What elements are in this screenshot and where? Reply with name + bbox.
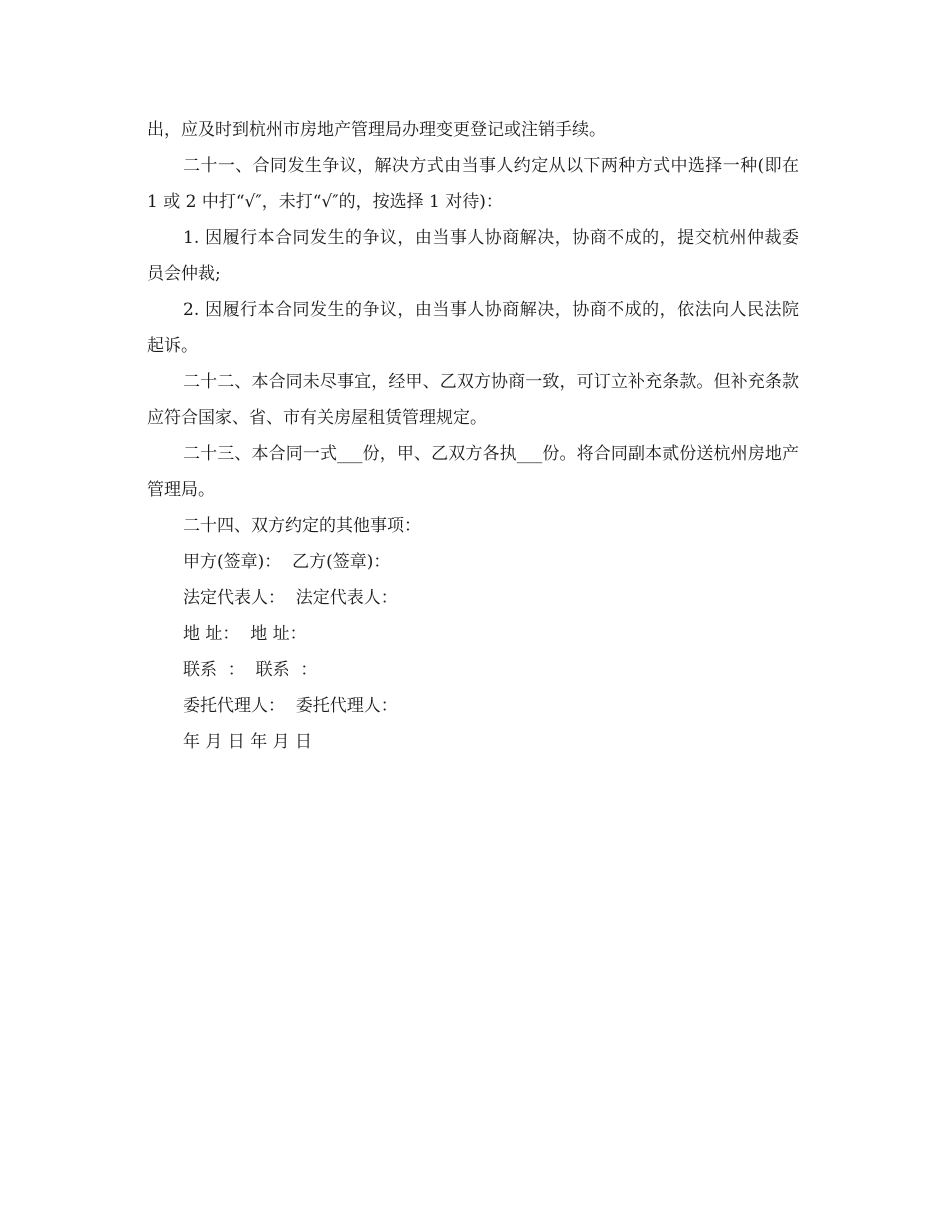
document-page bbox=[147, 112, 805, 760]
clause-23-copies: 二十三、本合同一式___份，甲、乙双方各执___份。将合同副本贰份送杭州房地产管理局。 bbox=[147, 444, 799, 500]
agent-line: 委托代理人： 委托代理人： bbox=[183, 696, 398, 716]
signature-party-line: 甲方(签章)： 乙方(签章)： bbox=[183, 552, 391, 572]
option-1-arbitration: 1. 因履行本合同发生的争议，由当事人协商解决，协商不成的，提交杭州仲裁委员会仲裁; bbox=[147, 228, 799, 284]
clause-21-dispute-resolution: 二十一、合同发生争议，解决方式由当事人约定从以下两种方式中选择一种(即在 1 或 2 中打“√″，未打“√″的，按选择 1 对待)： bbox=[147, 156, 805, 212]
address-line: 地 址： 地 址： bbox=[183, 624, 307, 644]
date-line: 年 月 日 年 月 日 bbox=[183, 732, 313, 752]
contact-line: 联系 ： 联系 ： bbox=[183, 660, 318, 680]
option-2-litigation: 2. 因履行本合同发生的争议，由当事人协商解决，协商不成的，依法向人民法院起诉。 bbox=[147, 300, 799, 356]
legal-representative-line: 法定代表人： 法定代表人： bbox=[183, 588, 398, 608]
clause-24-other-matters: 二十四、双方约定的其他事项： bbox=[183, 516, 421, 536]
paragraph-continuation: 出，应及时到杭州市房地产管理局办理变更登记或注销手续。 bbox=[147, 120, 606, 140]
clause-22-supplementary: 二十二、本合同未尽事宜，经甲、乙双方协商一致，可订立补充条款。但补充条款应符合国家、省、市有关房屋租赁管理规定。 bbox=[147, 372, 799, 428]
